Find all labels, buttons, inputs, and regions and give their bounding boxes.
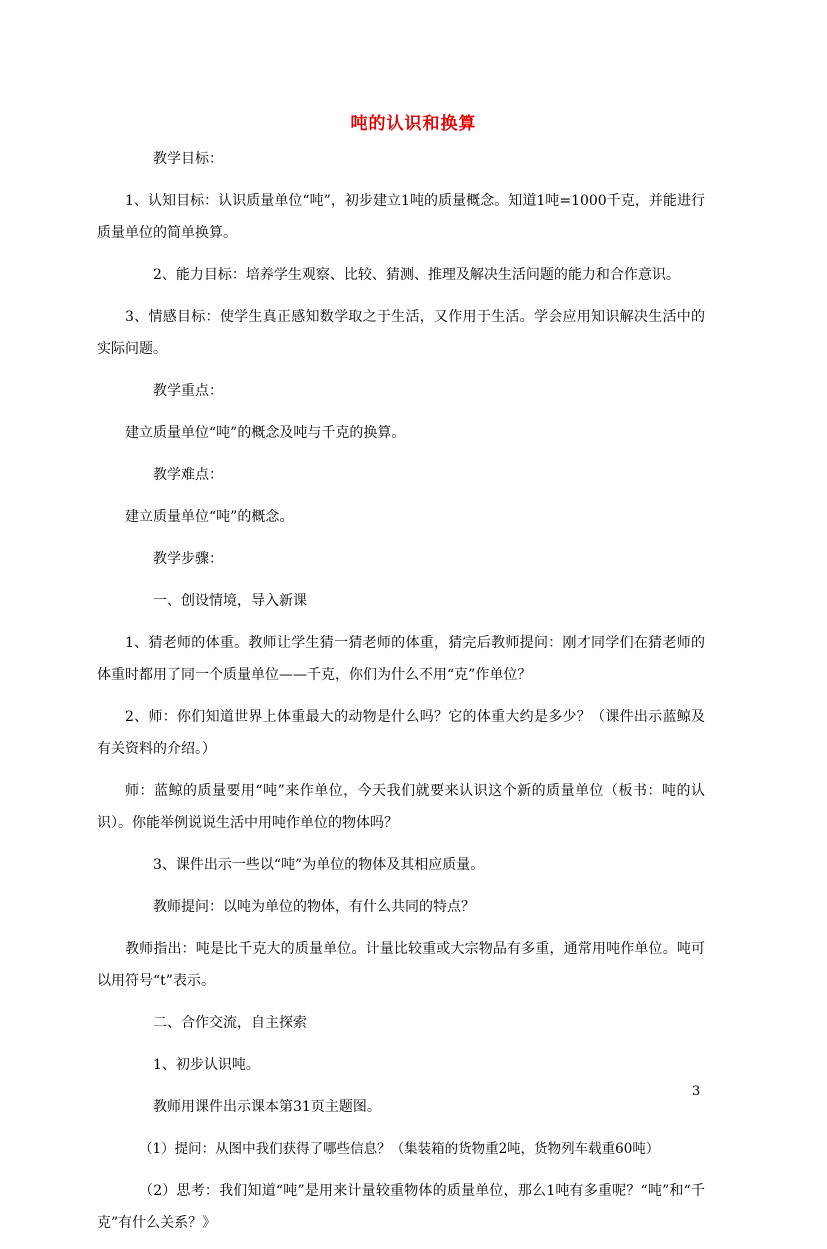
paragraph: 一、创设情境，导入新课 <box>153 593 307 609</box>
paragraph: 2、师：你们知道世界上体重最大的动物是什么吗？它的体重大约是多少？（课件出示蓝鲸及有关资料的介绍。） <box>97 709 705 757</box>
paragraph: 教学目标： <box>153 151 223 167</box>
paragraph: 教师用课件出示课本第31页主题图。 <box>153 1099 381 1115</box>
paragraph: 2、能力目标：培养学生观察、比较、猜测、推理及解决生活问题的能力和合作意识。 <box>153 267 680 283</box>
paragraph: 师：蓝鲸的质量要用“吨”来作单位，今天我们就要来认识这个新的质量单位（板书：吨的认识）。你能举例说说生活中用吨作单位的物体吗？ <box>97 783 705 831</box>
paragraph: 建立质量单位“吨”的概念及吨与千克的换算。 <box>125 425 406 441</box>
paragraph: 3、课件出示一些以“吨”为单位的物体及其相应质量。 <box>153 857 485 873</box>
paragraph: 3、情感目标：使学生真正感知数学取之于生活，又作用于生活。学会应用知识解决生活中的实际问题。 <box>97 309 705 357</box>
document-body <box>97 143 705 1249</box>
paragraph: （2）思考：我们知道“吨”是用来计量较重物体的质量单位，那么1吨有多重呢？“吨”和“千克”有什么关系？》 <box>97 1183 705 1231</box>
paragraph: 教学重点： <box>153 383 223 399</box>
page-number: 3 <box>692 1084 701 1099</box>
document-title: 吨的认识和换算 <box>350 114 477 134</box>
paragraph: 教师提问：以吨为单位的物体，有什么共同的特点？ <box>153 899 475 915</box>
paragraph: 1、初步认识吨。 <box>153 1057 260 1073</box>
paragraph: 二、合作交流，自主探索 <box>153 1015 307 1031</box>
paragraph: 建立质量单位“吨”的概念。 <box>125 509 294 525</box>
paragraph: 1、认知目标：认识质量单位“吨”，初步建立1吨的质量概念。知道1吨=1000千克，并能进行质量单位的简单换算。 <box>97 193 705 241</box>
paragraph: （1）提问：从图中我们获得了哪些信息？（集装箱的货物重2吨，货物列车载重60吨） <box>139 1141 660 1157</box>
paragraph: 教学难点： <box>153 467 223 483</box>
paragraph: 教学步骤： <box>153 551 223 567</box>
paragraph: 教师指出：吨是比千克大的质量单位。计量比较重或大宗物品有多重，通常用吨作单位。吨可以用符号“t”表示。 <box>97 941 705 989</box>
paragraph: 1、猜老师的体重。教师让学生猜一猜老师的体重，猜完后教师提问：刚才同学们在猜老师的体重时都用了同一个质量单位——千克，你们为什么不用“克”作单位？ <box>97 635 705 683</box>
